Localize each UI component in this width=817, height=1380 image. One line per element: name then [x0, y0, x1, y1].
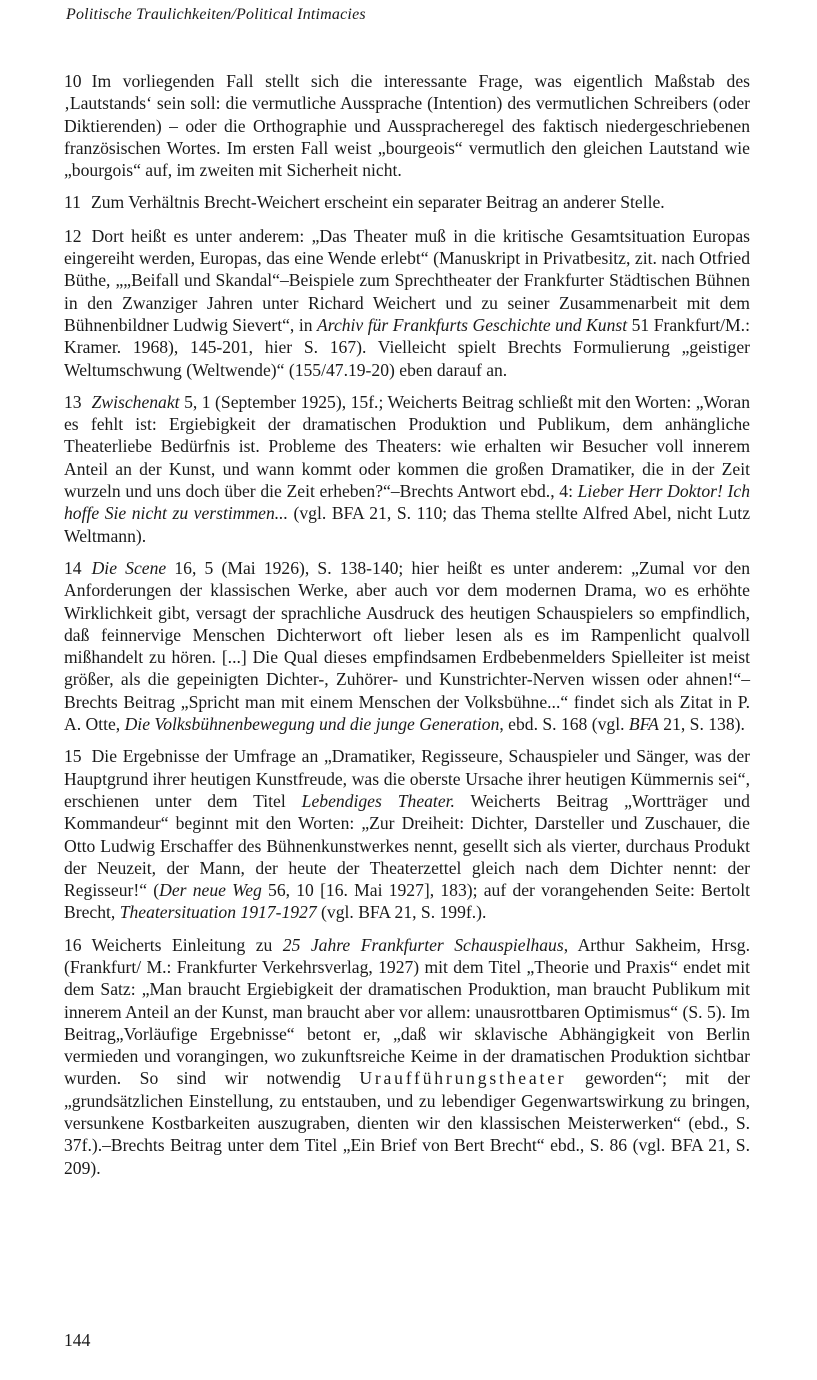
endnote-number: 10 — [64, 71, 82, 91]
italic-title: Theatersituation 1917-1927 — [119, 902, 317, 923]
note-text: Dort heißt es unter anderem: „Das Theater muß in die kritische Gesamtsituation Europas eingereiht werden, Europas, das eine Wende erlebt“ (Manuskript in Privatbesitz, zit. nach Otfried Büthe, „„Beifall und Skandal“–Beispiele zum Sprechtheater der Frankfurter Städtischen Bühnen in den Zwanziger Jahren unter Richard Weichert und zu seiner Zusammenarbeit mit dem Bühnenbildner Ludwig Sievert“, in — [64, 225, 750, 335]
endnote-11 — [64, 191, 750, 213]
endnote-number: 14 — [64, 557, 82, 578]
italic-title: Zwischenakt — [91, 391, 180, 412]
italic-title: Lebendiges Theater. — [301, 790, 455, 811]
endnote-number: 13 — [64, 391, 82, 412]
note-text: (vgl. BFA 21, S. 110; das Thema stellte Alfred Abel, nicht Lutz Weltmann). — [64, 503, 751, 546]
note-text: 5, 1 (September 1925), 15f.; Weicherts Beitrag schließt mit den Worten: „Woran es fehlt ist: Ergiebigkeit der dramatischen Produktion und Publikum, dem anhängliche Theaterliebe Bedürfnis ist. Probleme des Theaters: wie erhalten wir Besucher voll innerem Anteil an der Kunst, und wann kommt oder kommen die großen Dramatiker, die in der Zeit wurzeln und uns doch über die Zeit erheben?“–Brechts Antwort ebd., 4: — [64, 391, 750, 502]
endnote-16 — [64, 934, 750, 1179]
note-text: 51 Frankfurt/M.: Kramer. 1968), 145-201, hier S. 167). Vielleicht spielt Brechts Formulierung „geistiger Weltumschwung (Weltwende)“ (155/47.19-20) eben darauf an. — [64, 314, 750, 380]
endnote-13 — [64, 391, 750, 547]
endnote-number: 11 — [64, 192, 81, 213]
endnote-12 — [64, 225, 750, 381]
note-text: 56, 10 [16. Mai 1927], 183); auf der vorangehenden Seite: Bertolt Brecht, — [64, 880, 750, 923]
italic-title: BFA — [628, 714, 659, 735]
running-head: Politische Traulichkeiten/Political Intimacies — [66, 6, 366, 23]
note-text: Weicherts Einleitung zu — [91, 934, 283, 955]
endnote-10 — [64, 70, 750, 181]
italic-title: Die Scene — [91, 557, 167, 578]
note-text: Zum Verhältnis Brecht-Weichert erscheint ein separater Beitrag an anderer Stelle. — [90, 192, 665, 213]
note-text: Im vorliegenden Fall stellt sich die interessante Frage, was eigentlich Maßstab des ‚Lautstands‘ sein soll: die vermutliche Aussprache (Intention) des vermutlichen Schreibers (oder Diktierenden) – oder die Orthographie und Ausspracheregel des faktisch niedergeschriebenen französischen Wortes. Im ersten Fall weist „bourgeois“ vermutlich den gleichen Lautstand wie „bourgois“ auf, im zweiten mit Sicherheit nicht. — [64, 71, 750, 181]
note-text: 16, 5 (Mai 1926), S. 138-140; hier heißt es unter anderem: „Zumal vor den Anforderungen der klassischen Werke, aber auch vor dem modernen Drama, wo es erhöhte Wirklichkeit gibt, versagt der sprachliche Ausdruck des heutigen Schauspielers so empfindlich, daß feinnervige Menschen Dichterwort oft lieber lesen als es im Rampenlicht qualvoll mißhandelt zu hören. [...] Die Qual dieses empfindsamen Erdbebenmelders Spielleiter ist meist größer, als die gepeinigten Dichter-, Zuhörer- und Kunstrichter-Nerven wissen oder ahnen!“–Brechts Beitrag „Spricht man mit einem Menschen der Volksbühne...“ findet sich als Zitat in P. A. Otte, — [64, 557, 750, 735]
italic-title: Der neue Weg — [159, 880, 262, 901]
note-text: , Arthur Sakheim, Hrsg. (Frankfurt/ M.: Frankfurter Verkehrsverlag, 1927) mit dem Titel „Theorie und Praxis“ endet mit dem Satz: „Man braucht Ergiebigkeit der dramatischen Produktion, man braucht Publikum mit innerem Anteil an der Kunst, man braucht aber vor allem: unausrottbaren Optimismus“ (S. 5). Im Beitrag„Vorläufige Ergebnisse“ betont er, „daß wir sklavische Abhängigkeit von Berlin vermieden und vorangingen, wo zukunftsreiche Keime in der dramatischen Produktion sichtbar wurden. So sind wir notwendig — [64, 934, 750, 1089]
italic-title: Die Volksbühnenbewegung und die junge Generation — [124, 714, 500, 735]
note-text: Weicherts Beitrag „Wortträger und Kommandeur“ beginnt mit den Worten: „Zur Dreiheit: Dichter, Darsteller und Zuschauer, die Otto Ludwig Erschaffer des Bühnenkunstwerkes nennt, gesellt sich als vierter, durchaus Produkt der Neuzeit, der Mann, der heute der Theaterzettel gleich nach dem Dichter nennt: der Regisseur!“ ( — [64, 790, 750, 901]
page-number: 144 — [64, 1330, 91, 1350]
italic-title: Lieber Herr Doktor! Ich hoffe Sie nicht zu verstimmen... — [64, 481, 750, 524]
endnote-number: 16 — [64, 934, 82, 955]
italic-title: Archiv für Frankfurts Geschichte und Kunst — [317, 314, 628, 335]
note-text: 21, S. 138). — [658, 714, 745, 735]
italic-title: 25 Jahre Frankfurter Schauspielhaus — [282, 934, 564, 955]
note-text: , ebd. S. 168 (vgl. — [499, 714, 629, 735]
note-text: (vgl. BFA 21, S. 199f.). — [316, 902, 487, 923]
endnote-14 — [64, 557, 750, 735]
endnote-number: 12 — [64, 225, 82, 246]
spaced-emphasis: Uraufführungstheater — [359, 1068, 567, 1089]
endnote-15 — [64, 745, 750, 923]
endnotes — [64, 70, 750, 1189]
endnote-number: 15 — [64, 746, 82, 767]
note-text: geworden“; mit der „grundsätzlichen Einstellung, zu entstauben, und zu lebendiger Gegenwartswirkung zu bringen, versunkene Kostbarkeiten auszugraben, dienten wir den klassischen Meisterwerken“ (ebd., S. 37f.).–Brechts Beitrag unter dem Titel „Ein Brief von Bert Brecht“ ebd., S. 86 (vgl. BFA 21, S. 209). — [64, 1068, 750, 1178]
note-text: Die Ergebnisse der Umfrage an „Dramatiker, Regisseure, Schauspieler und Sänger, was der Hauptgrund ihrer heutigen Kunstfreude, was die oberste Ursache ihrer heutigen Kümmernis sei“, erschienen unter dem Titel — [64, 746, 750, 811]
